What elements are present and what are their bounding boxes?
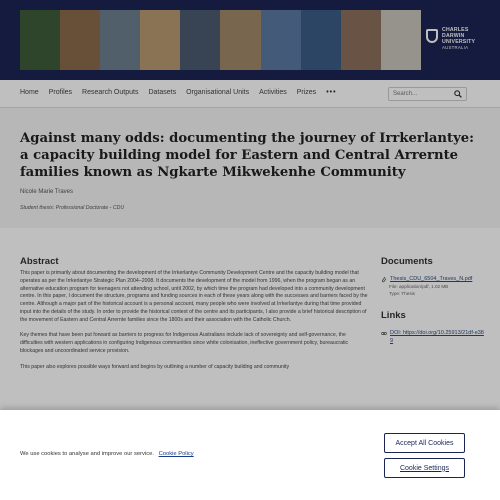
abstract-paragraph: This paper is primarily about documenting the development of the Irrkerlantye Community Development Centre and the capacity building model that operates as per the Irrkerlantye Strategic Plan 2004–2008. It documents the development of the model from 1996, when the program began as an alternative education program for teenagers not attending school, until 2002, by which time the program had developed into a community development centre. In this paper, I document the structure, programs and funding sources in each of these years along with the successes and barriers faced by the centre. Although a major part of the historical account is a personal account, many people who were involved at Irrkerlantye during that time provided input into the details of the study. In order to provide the historical context of the centre and its participants, I also provide a brief historical description of the movement of Eastern and Central Arrernte families since the 1800s and their association with the Catholic Church. xyxy=(20,270,368,323)
nav-item-activities[interactable]: Activities xyxy=(259,89,287,96)
nav-item-profiles[interactable]: Profiles xyxy=(48,89,73,96)
author-name[interactable]: Nicole Marie Traves xyxy=(20,189,74,195)
thesis-type: Student thesis: Professional Doctorate - CDU xyxy=(20,205,125,211)
nav-item-home[interactable]: Home xyxy=(20,89,39,96)
nav-item-research-outputs[interactable]: Research Outputs xyxy=(82,89,139,96)
document-meta: File: application/pdf, 1.02 MB xyxy=(389,284,449,289)
doi-link-text[interactable]: DOI: https://doi.org/10.25913/21df-e389 xyxy=(390,330,484,344)
document-type: Type: Thesis xyxy=(389,291,415,296)
cookie-settings-button[interactable]: Cookie Settings xyxy=(384,458,465,478)
cookie-message xyxy=(20,451,194,457)
cookie-text: We use cookies to analyse and improve our service. xyxy=(20,451,154,457)
accept-all-cookies-button[interactable]: Accept All Cookies xyxy=(384,433,465,453)
nav-more-button[interactable]: ••• xyxy=(326,89,337,96)
page-title: Against many odds: documenting the journey of Irrkerlantye: a capacity building model for Eastern and Central Arrernte families known as Ngkarte Mikwekenhe Community xyxy=(20,131,474,180)
abstract-paragraph: Key themes that have been put forward as barriers to progress for Indigenous Australians include lack of sovereignty and self-governance, the difficulties with western applications in configuring Indigenous communities since white colonisation, ineffective government policy, bureaucratic blockages and uncoordinated service provision. xyxy=(20,332,349,354)
links-heading: Links xyxy=(381,310,406,321)
documents-heading: Documents xyxy=(381,256,433,267)
abstract-paragraph: This paper also explores possible ways forward and begins by outlining a number of capacity building and community xyxy=(20,363,290,370)
nav-item-organisational-units[interactable]: Organisational Units xyxy=(186,89,250,96)
document-file-name[interactable]: Thesis_CDU_6504_Traves_N.pdf xyxy=(390,276,473,282)
logo-text: CHARLES DARWIN UNIVERSITY AUSTRALIA xyxy=(442,27,476,50)
cookie-policy-link[interactable]: Cookie Policy xyxy=(158,451,194,457)
search-placeholder: Search... xyxy=(393,91,418,97)
abstract-heading: Abstract xyxy=(20,256,59,267)
nav-item-datasets[interactable]: Datasets xyxy=(148,89,177,96)
nav-item-prizes[interactable]: Prizes xyxy=(296,89,317,96)
